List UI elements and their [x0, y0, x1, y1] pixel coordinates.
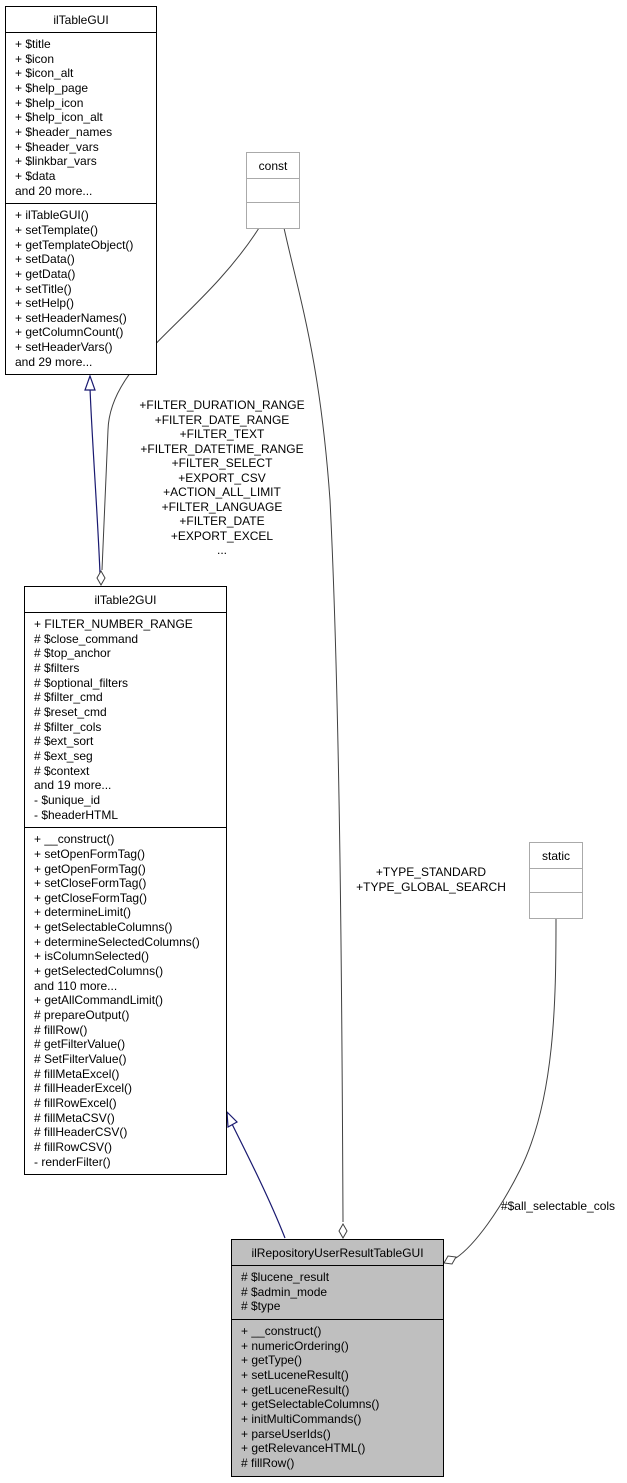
class-box-iltable2gui[interactable]	[24, 586, 227, 1175]
method: + initMultiCommands()	[241, 1411, 362, 1426]
attribute: + $linkbar_vars	[15, 154, 97, 169]
method: # prepareOutput()	[34, 1008, 130, 1023]
method: # fillHeaderExcel()	[34, 1081, 133, 1096]
attribute: + $help_icon_alt	[15, 110, 103, 125]
method: + isColumnSelected()	[34, 949, 150, 964]
constant-label: +FILTER_DATETIME_RANGE	[140, 441, 304, 456]
class-name-iltable2gui: ilTable2GUI	[94, 593, 157, 607]
attribute: # $ext_seg	[34, 748, 93, 763]
attribute: - $headerHTML	[34, 807, 119, 822]
method: + getAllCommandLimit()	[34, 993, 164, 1008]
class-name-const: const	[258, 159, 288, 173]
method: + getSelectedColumns()	[34, 964, 164, 979]
class-name-static: static	[541, 849, 570, 863]
constant-label: +FILTER_SELECT	[171, 456, 273, 470]
constant-label: +TYPE_STANDARD	[375, 865, 487, 879]
method: + setHeaderNames()	[15, 310, 127, 325]
class-box-static[interactable]	[529, 842, 583, 919]
method: # getFilterValue()	[34, 1037, 126, 1052]
method: + ilTableGUI()	[15, 208, 89, 223]
method: + setHelp()	[15, 296, 75, 311]
method: # fillRowCSV()	[34, 1139, 113, 1154]
method: + getData()	[15, 266, 76, 281]
method: # fillHeaderCSV()	[34, 1125, 128, 1140]
methods-iltable2gui	[25, 827, 226, 1174]
constant-label: +EXPORT_CSV	[178, 470, 266, 485]
edge-label-const-result	[340, 865, 522, 894]
method: and 110 more...	[34, 978, 118, 993]
method: + getColumnCount()	[15, 325, 124, 340]
class-box-const[interactable]	[246, 152, 300, 229]
method: + setHeaderVars()	[15, 340, 113, 355]
method: + setTemplate()	[15, 222, 99, 237]
method: # fillMetaExcel()	[34, 1066, 120, 1081]
method: # SetFilterValue()	[34, 1052, 127, 1067]
methods-static	[530, 892, 582, 916]
method: + getOpenFormTag()	[34, 861, 146, 876]
method: # fillRowExcel()	[34, 1096, 117, 1110]
attribute: # $type	[241, 1299, 281, 1314]
attribute: + $header_names	[15, 124, 113, 139]
constant-label: +FILTER_DATE	[179, 514, 265, 528]
attribute: + $help_page	[15, 80, 89, 95]
constant-label: +EXPORT_EXCEL	[170, 528, 274, 543]
attribute: # $reset_cmd	[34, 704, 107, 719]
method: + getLuceneResult()	[241, 1382, 350, 1397]
methods-iltablegui	[6, 203, 156, 374]
class-box-ilrepositoryuserresulttablegui[interactable]	[231, 1239, 444, 1477]
attribute: + $title	[15, 37, 51, 51]
inheritance-edge-iltable2gui-iltablegui	[90, 388, 100, 574]
attribute: # $filters	[34, 660, 80, 675]
attribute: + $icon_alt	[15, 66, 74, 81]
attribute: and 20 more...	[15, 183, 93, 198]
method: + __construct()	[241, 1323, 322, 1338]
constant-label: +FILTER_TEXT	[179, 427, 265, 441]
method: + parseUserIds()	[241, 1426, 331, 1441]
attribute: + $data	[15, 168, 56, 183]
constant-label: +ACTION_ALL_LIMIT	[163, 485, 281, 499]
class-name-ilrepositoryuserresulttablegui: ilRepositoryUserResultTableGUI	[251, 1246, 424, 1260]
edge-label-const-iltable2gui	[112, 398, 332, 558]
attributes-ilrepositoryuserresulttablegui	[232, 1265, 443, 1319]
method: + getSelectableColumns()	[34, 920, 173, 935]
attribute: and 19 more...	[34, 778, 112, 793]
method: # fillRow()	[34, 1022, 88, 1037]
static-label: #$all_selectable_cols	[500, 1199, 616, 1213]
attribute: - $unique_id	[34, 792, 101, 807]
attribute: + $help_icon	[15, 95, 84, 110]
usage-edge-const-result	[284, 228, 343, 1222]
edge-label-static-result	[492, 1199, 624, 1214]
inheritance-arrow-iltable2gui	[227, 1112, 237, 1127]
method: + getRelevanceHTML()	[241, 1441, 366, 1456]
attributes-iltablegui	[6, 32, 156, 203]
method: + getTemplateObject()	[15, 237, 134, 252]
class-box-iltablegui[interactable]	[5, 6, 157, 375]
usage-diamond-iltable2gui	[97, 571, 105, 585]
method: + setOpenFormTag()	[34, 846, 146, 861]
method: + determineSelectedColumns()	[34, 934, 200, 949]
constant-label: +FILTER_DURATION_RANGE	[139, 398, 305, 412]
attribute: # $filter_cols	[34, 719, 102, 734]
method: + setCloseFormTag()	[34, 876, 147, 891]
constant-label: ...	[216, 543, 227, 557]
inheritance-arrow-iltablegui	[85, 376, 95, 390]
attribute: # $close_command	[34, 631, 139, 646]
method: + setData()	[15, 252, 75, 267]
attribute: # $context	[34, 763, 90, 778]
usage-diamond-result-const	[339, 1224, 347, 1238]
method: # fillRow()	[241, 1455, 295, 1470]
attribute: + $header_vars	[15, 139, 99, 154]
method: - renderFilter()	[34, 1154, 111, 1169]
attribute: # $admin_mode	[241, 1284, 328, 1299]
method: + __construct()	[34, 832, 115, 847]
attribute: # $filter_cmd	[34, 690, 103, 705]
method: and 29 more...	[15, 354, 93, 369]
attribute: + FILTER_NUMBER_RANGE	[34, 617, 193, 631]
attributes-iltable2gui	[25, 612, 226, 827]
method: + setLuceneResult()	[241, 1367, 349, 1382]
method: + getCloseFormTag()	[34, 890, 148, 905]
attribute: + $icon	[15, 51, 55, 66]
usage-diamond-result-static	[444, 1256, 456, 1264]
class-name-iltablegui: ilTableGUI	[53, 13, 109, 27]
attribute: # $ext_sort	[34, 734, 94, 749]
inheritance-edge-result-iltable2gui	[232, 1124, 285, 1238]
attributes-const	[247, 178, 299, 202]
methods-const	[247, 202, 299, 226]
attribute: # $optional_filters	[34, 675, 129, 690]
attribute: # $lucene_result	[241, 1270, 330, 1284]
attributes-static	[530, 868, 582, 892]
method: + determineLimit()	[34, 905, 132, 920]
method: + setTitle()	[15, 281, 72, 296]
method: + numericOrdering()	[241, 1338, 349, 1353]
constant-label: +FILTER_LANGUAGE	[161, 499, 283, 514]
constant-label: +FILTER_DATE_RANGE	[154, 412, 290, 427]
attribute: # $top_anchor	[34, 646, 111, 661]
method: # fillMetaCSV()	[34, 1110, 115, 1125]
method: + getSelectableColumns()	[241, 1397, 380, 1412]
method: + getType()	[241, 1353, 303, 1368]
methods-ilrepositoryuserresulttablegui	[232, 1319, 443, 1476]
constant-label: +TYPE_GLOBAL_SEARCH	[356, 879, 506, 894]
